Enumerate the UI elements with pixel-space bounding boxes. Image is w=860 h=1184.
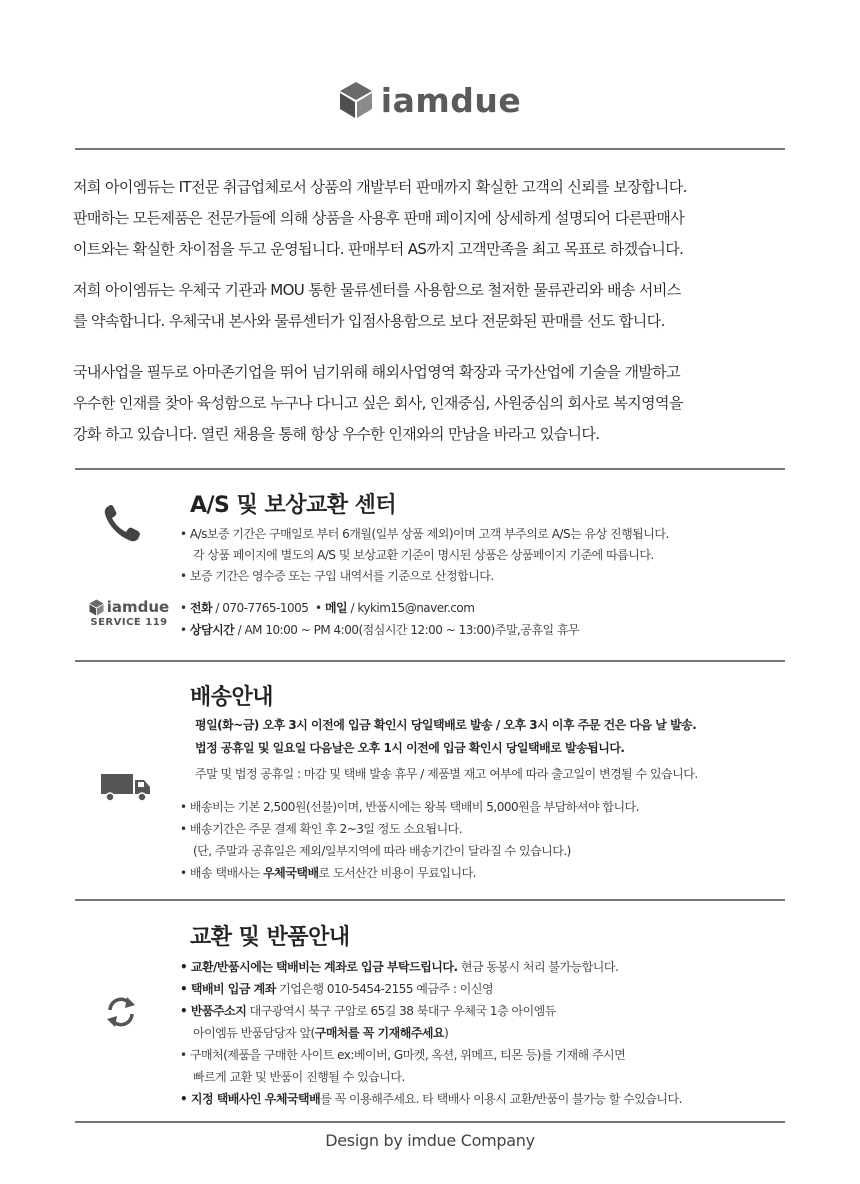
mail-value[interactable]: / kykim15@naver.com bbox=[350, 601, 475, 615]
refresh-icon bbox=[103, 994, 139, 1030]
returns-l3-rest: 대구광역시 북구 구암로 65길 38 북대구 우체국 1층 아이엠듀 bbox=[246, 1004, 556, 1018]
divider bbox=[75, 148, 785, 150]
as-line: • 보증 기간은 영수증 또는 구입 내역서를 기준으로 산정합니다. bbox=[180, 569, 494, 583]
intro-line: 저희 아이엠듀는 IT전문 취급업체로서 상품의 개발부터 판매까지 확실한 고객의 신뢰를 보장합니다. bbox=[73, 178, 687, 196]
as-line: • A/s보증 기간은 구매일로 부터 6개월(일부 상품 제외)이며 고객 부주의로 A/S는 유상 진행됩니다. bbox=[180, 527, 669, 541]
courier-post: 로 도서산간 비용이 무료입니다. bbox=[318, 866, 477, 880]
returns-line bbox=[180, 1088, 780, 1110]
shipping-courier-line bbox=[180, 862, 780, 884]
returns-l4-bold: 구매처를 꼭 기재해주세요 bbox=[314, 1026, 445, 1040]
shipping-period-line: • 배송기간은 주문 결제 확인 후 2~3일 정도 소요됩니다. bbox=[180, 822, 463, 836]
returns-line bbox=[180, 956, 780, 978]
phone-value[interactable]: / 070-7765-1005 bbox=[215, 601, 309, 615]
as-section-lines bbox=[180, 524, 780, 587]
hours-value: / AM 10:00 ~ PM 4:00(점심시간 12:00 ~ 13:00)주말,공휴일 휴무 bbox=[237, 623, 580, 637]
divider bbox=[75, 899, 785, 901]
returns-line bbox=[180, 1022, 780, 1044]
returns-line bbox=[180, 978, 780, 1000]
returns-line: • 구매처(제품을 구매한 사이트 ex:베이버, G마켓, 옥션, 위메프, 티몬 등)를 기재해 주시면 bbox=[180, 1048, 626, 1062]
divider bbox=[75, 660, 785, 662]
shipping-title: 배송안내 bbox=[190, 685, 274, 710]
shipping-bold-line: 평일(화~금) 오후 3시 이전에 입금 확인시 당일택배로 발송 / 오후 3시 이후 주문 건은 다음 날 발송. bbox=[195, 718, 697, 732]
returns-line: 빠르게 교환 및 반품이 진행될 수 있습니다. bbox=[193, 1070, 405, 1084]
shipping-note-line: 주말 및 법정 공휴일 : 마감 및 택배 발송 휴무 / 제품별 재고 여부에 따라 출고일이 변경될 수 있습니다. bbox=[195, 767, 698, 781]
intro-line: 판매하는 모든제품은 전문가들에 의해 상품을 사용후 판매 페이지에 상세하게 설명되어 다른판매사 bbox=[73, 209, 685, 227]
courier-pre: • 배송 택배사는 bbox=[180, 866, 264, 880]
shipping-note bbox=[195, 764, 795, 784]
cube-icon bbox=[339, 81, 373, 119]
intro-line: 국내사업을 필두로 아마존기업을 뛰어 넘기위해 해외사업영역 확장과 국가산업에 기술을 개발하고 bbox=[73, 363, 681, 381]
service-logo bbox=[82, 598, 176, 628]
returns-l2-bold: • 택배비 입금 계좌 bbox=[180, 982, 276, 996]
footer-text: Design by imdue Company bbox=[325, 1131, 535, 1150]
truck-icon bbox=[100, 772, 152, 802]
as-line: 각 상품 페이지에 별도의 A/S 및 보상교환 기준이 명시된 상품은 상품페이지 기준에 따릅니다. bbox=[193, 548, 654, 562]
service-logo-sub: SERVICE 119 bbox=[90, 617, 168, 628]
phone-label: 전화 bbox=[189, 601, 213, 615]
intro-line: 저희 아이엠듀는 우체국 기관과 MOU 통한 물류센터를 사용함으로 철저한 물류관리와 배송 서비스 bbox=[73, 281, 681, 299]
returns-l4-post: ) bbox=[444, 1026, 449, 1040]
intro-line: 우수한 인재를 찾아 육성함으로 누구나 다니고 싶은 회사, 인재중심, 사원중심의 회사로 복지영역을 bbox=[73, 394, 683, 412]
returns-details bbox=[180, 956, 780, 1110]
returns-l1-rest: 현금 동봉시 처리 불가능합니다. bbox=[457, 960, 619, 974]
as-section-title: A/S 및 보상교환 센터 bbox=[190, 493, 397, 518]
as-contact bbox=[180, 597, 780, 641]
divider bbox=[75, 468, 785, 470]
returns-l1-bold: • 교환/반품시에는 택배비는 계좌로 입금 부탁드립니다. bbox=[180, 960, 458, 974]
hours-label: 상담시간 bbox=[189, 623, 235, 637]
shipping-notice bbox=[195, 714, 795, 760]
phone-icon bbox=[100, 503, 144, 545]
returns-l3-bold: • 반품주소지 bbox=[180, 1004, 247, 1018]
intro-line: 를 약속합니다. 우체국내 본사와 물류센터가 입점사용함으로 보다 전문화된 판매를 선도 합니다. bbox=[73, 312, 665, 330]
returns-l7-rest: 를 꼭 이용해주세요. 타 택배사 이용시 교환/반품이 불가능 할 수있습니다. bbox=[320, 1092, 682, 1106]
courier-name: 우체국택배 bbox=[263, 866, 319, 880]
service-logo-name: iamdue bbox=[106, 598, 170, 616]
returns-l4-pre: 아이엠듀 반품담당자 앞( bbox=[193, 1026, 315, 1040]
mail-label: 메일 bbox=[324, 601, 348, 615]
shipping-fee-line: • 배송비는 기본 2,500원(선불)이며, 반품시에는 왕복 택배비 5,000원을 부담하셔야 합니다. bbox=[180, 800, 639, 814]
cube-icon bbox=[89, 599, 104, 616]
intro-line: 강화 하고 있습니다. 열린 채용을 통해 항상 우수한 인재와의 만남을 바라고 있습니다. bbox=[73, 425, 600, 443]
brand-logo bbox=[0, 78, 860, 122]
divider bbox=[75, 1121, 785, 1123]
returns-title: 교환 및 반품안내 bbox=[190, 925, 350, 950]
shipping-details bbox=[180, 796, 780, 884]
logo-text: iamdue bbox=[380, 80, 522, 120]
returns-line bbox=[180, 1000, 780, 1022]
returns-l2-rest: 기업은행 010-5454-2155 예금주 : 이신영 bbox=[275, 982, 494, 996]
shipping-bold-line: 법정 공휴일 및 일요일 다음날은 오후 1시 이전에 입금 확인시 당일택배로 발송됩니다. bbox=[195, 741, 625, 755]
contact-line: • 전화 / 070-7765-1005 • 메일 / kykim15@naver.com bbox=[180, 601, 475, 615]
returns-l7-bold: • 지정 택배사인 우체국택배 bbox=[180, 1092, 321, 1106]
intro-line: 이트와는 확실한 차이점을 두고 운영됩니다. 판매부터 AS까지 고객만족을 최고 목표로 하겠습니다. bbox=[73, 240, 684, 258]
hours-line: • 상담시간 / AM 10:00 ~ PM 4:00(점심시간 12:00 ~ 13:00)주말,공휴일 휴무 bbox=[180, 623, 580, 637]
intro-paragraph-3 bbox=[73, 357, 791, 450]
intro-paragraph-2 bbox=[73, 275, 791, 337]
intro-paragraph-1 bbox=[73, 172, 791, 265]
shipping-period-note: (단, 주말과 공휴일은 제외/일부지역에 따라 배송기간이 달라질 수 있습니다.) bbox=[193, 844, 571, 858]
